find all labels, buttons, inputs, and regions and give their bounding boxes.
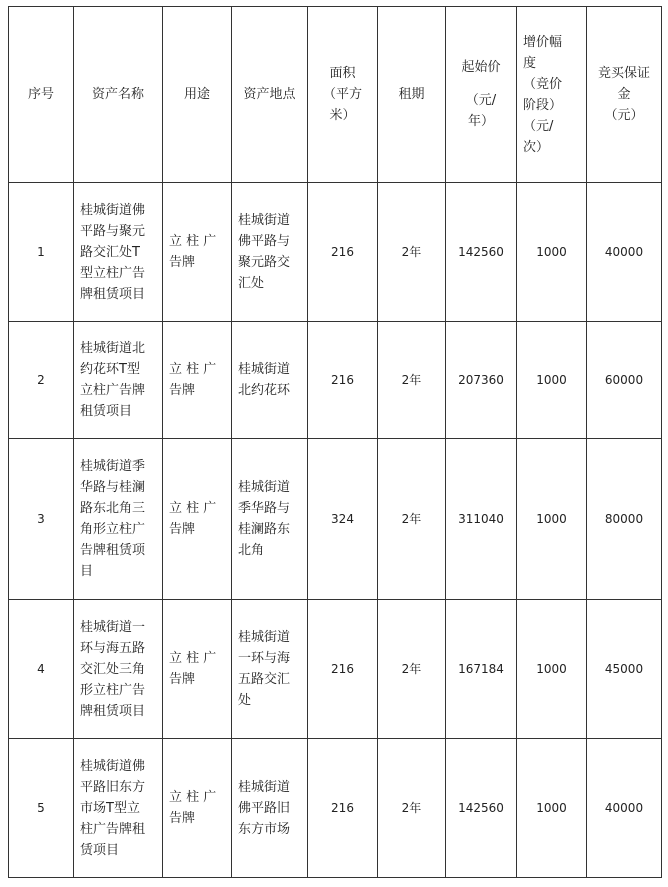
table-row [9, 439, 662, 600]
cell-usage: 立 柱 广 告牌 [163, 183, 232, 322]
header-increment: 增价幅 度 （竞价 阶段） （元/ 次） [517, 7, 587, 183]
table-row [9, 739, 662, 878]
cell-deposit: 40000 [587, 739, 662, 878]
table-row [9, 600, 662, 739]
header-location: 资产地点 [232, 7, 308, 183]
cell-term: 2年 [378, 439, 446, 600]
cell-start-price: 207360 [446, 322, 517, 439]
header-area: 面积 （平方 米） [308, 7, 378, 183]
cell-location: 桂城街道 佛平路旧 东方市场 [232, 739, 308, 878]
cell-increment: 1000 [517, 322, 587, 439]
cell-area: 216 [308, 183, 378, 322]
cell-area: 216 [308, 322, 378, 439]
header-index: 序号 [9, 7, 74, 183]
header-start-price: 起始价 （元/ 年） [446, 7, 517, 183]
cell-asset-name: 桂城街道北 约花环T型 立柱广告牌 租赁项目 [74, 322, 163, 439]
cell-index: 5 [9, 739, 74, 878]
cell-deposit: 60000 [587, 322, 662, 439]
cell-location: 桂城街道 佛平路与 聚元路交 汇处 [232, 183, 308, 322]
cell-asset-name: 桂城街道季 华路与桂澜 路东北角三 角形立柱广 告牌租赁项 目 [74, 439, 163, 600]
cell-asset-name: 桂城街道一 环与海五路 交汇处三角 形立柱广告 牌租赁项目 [74, 600, 163, 739]
cell-increment: 1000 [517, 439, 587, 600]
cell-area: 216 [308, 739, 378, 878]
cell-start-price: 142560 [446, 183, 517, 322]
cell-start-price: 311040 [446, 439, 517, 600]
cell-index: 2 [9, 322, 74, 439]
header-name: 资产名称 [74, 7, 163, 183]
cell-location: 桂城街道 北约花环 [232, 322, 308, 439]
table-row [9, 183, 662, 322]
cell-increment: 1000 [517, 183, 587, 322]
cell-area: 216 [308, 600, 378, 739]
cell-deposit: 45000 [587, 600, 662, 739]
cell-increment: 1000 [517, 600, 587, 739]
cell-usage: 立 柱 广 告牌 [163, 439, 232, 600]
cell-usage: 立 柱 广 告牌 [163, 322, 232, 439]
cell-increment: 1000 [517, 739, 587, 878]
cell-term: 2年 [378, 739, 446, 878]
cell-deposit: 80000 [587, 439, 662, 600]
cell-term: 2年 [378, 322, 446, 439]
cell-start-price: 142560 [446, 739, 517, 878]
header-deposit: 竞买保证 金 （元） [587, 7, 662, 183]
cell-term: 2年 [378, 183, 446, 322]
cell-asset-name: 桂城街道佛 平路与聚元 路交汇处T 型立柱广告 牌租赁项目 [74, 183, 163, 322]
cell-start-price: 167184 [446, 600, 517, 739]
header-usage: 用途 [163, 7, 232, 183]
cell-index: 4 [9, 600, 74, 739]
cell-area: 324 [308, 439, 378, 600]
cell-asset-name: 桂城街道佛 平路旧东方 市场T型立 柱广告牌租 赁项目 [74, 739, 163, 878]
cell-index: 3 [9, 439, 74, 600]
cell-usage: 立 柱 广 告牌 [163, 739, 232, 878]
table-row [9, 322, 662, 439]
cell-deposit: 40000 [587, 183, 662, 322]
cell-usage: 立 柱 广 告牌 [163, 600, 232, 739]
cell-term: 2年 [378, 600, 446, 739]
cell-location: 桂城街道 季华路与 桂澜路东 北角 [232, 439, 308, 600]
document-page [8, 6, 662, 878]
header-term: 租期 [378, 7, 446, 183]
header-row [9, 7, 662, 183]
cell-index: 1 [9, 183, 74, 322]
cell-location: 桂城街道 一环与海 五路交汇 处 [232, 600, 308, 739]
asset-lease-table [8, 6, 662, 878]
